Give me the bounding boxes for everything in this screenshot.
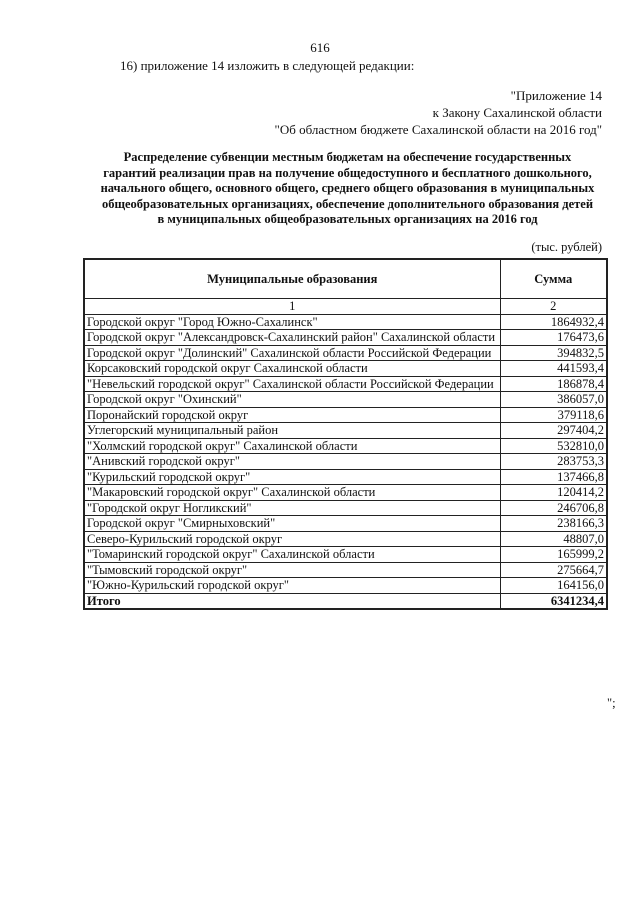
appendix-line: к Закону Сахалинской области [432,105,602,120]
table-header-row [84,259,607,299]
table-row [84,438,607,454]
header-municipality: Муниципальные образования [84,259,500,299]
municipality-name: "Холмский городской округ" Сахалинской области [84,438,500,454]
column-number: 2 [500,299,607,315]
closing-quote: "; [607,696,616,710]
table-row [84,376,607,392]
municipality-name: Городской округ "Город Южно-Сахалинск" [84,314,500,330]
sum-value: 532810,0 [500,438,607,454]
municipality-name: Корсаковский городской округ Сахалинской области [84,361,500,377]
municipality-name: "Городской округ Ногликский" [84,500,500,516]
appendix-line: "Приложение 14 [510,88,602,103]
page-number: 616 [310,40,330,55]
municipality-name: "Анивский городской округ" [84,454,500,470]
municipality-name: Городской округ "Александровск-Сахалинский район" Сахалинской области [84,330,500,346]
table-row [84,469,607,485]
header-sum: Сумма [500,259,607,299]
sum-value: 283753,3 [500,454,607,470]
sum-value: 275664,7 [500,562,607,578]
intro-text: 16) приложение 14 изложить в следующей редакции: [120,58,415,73]
table-row [84,423,607,439]
sum-value: 120414,2 [500,485,607,501]
appendix-reference [275,87,602,138]
sum-value: 48807,0 [500,531,607,547]
municipality-name: "Тымовский городской округ" [84,562,500,578]
municipality-name: "Макаровский городской округ" Сахалинской области [84,485,500,501]
total-label: Итого [84,593,500,609]
column-number-row [84,299,607,315]
title-line: начального общего, основного общего, среднего общего образования в муниципальных [100,181,595,195]
total-sum: 6341234,4 [500,593,607,609]
title-line: общеобразовательных организациях, обеспечение дополнительного образования детей [101,196,594,211]
table-row [84,500,607,516]
sum-value: 164156,0 [500,578,607,594]
document-title [85,150,610,228]
sum-value: 165999,2 [500,547,607,563]
table-row [84,578,607,594]
municipality-name: Городской округ "Смирныховский" [84,516,500,532]
subvention-table [83,258,608,610]
table-row [84,361,607,377]
table-row [84,547,607,563]
title-line: Распределение субвенции местным бюджетам на обеспечение государственных [123,150,572,164]
sum-value: 137466,8 [500,469,607,485]
table-row [84,392,607,408]
table-row [84,454,607,470]
municipality-name: "Южно-Курильский городской округ" [84,578,500,594]
municipality-name: Городской округ "Охинский" [84,392,500,408]
sum-value: 238166,3 [500,516,607,532]
sum-value: 394832,5 [500,345,607,361]
municipality-name: Углегорский муниципальный район [84,423,500,439]
unit-label: (тыс. рублей) [531,240,602,254]
title-line: в муниципальных общеобразовательных организациях на 2016 год [157,212,538,226]
table-row [84,345,607,361]
table-row [84,314,607,330]
municipality-name: Городской округ "Долинский" Сахалинской области Российской Федерации [84,345,500,361]
table-row [84,562,607,578]
appendix-line: "Об областном бюджете Сахалинской области на 2016 год" [274,122,602,137]
table-row [84,531,607,547]
sum-value: 386057,0 [500,392,607,408]
table-row [84,485,607,501]
municipality-name: "Курильский городской округ" [84,469,500,485]
sum-value: 1864932,4 [500,314,607,330]
table-row [84,516,607,532]
table-row [84,407,607,423]
sum-value: 246706,8 [500,500,607,516]
sum-value: 441593,4 [500,361,607,377]
sum-value: 297404,2 [500,423,607,439]
total-row [84,593,607,609]
title-line: гарантий реализации прав на получение общедоступного и бесплатного дошкольного, [103,165,592,180]
sum-value: 176473,6 [500,330,607,346]
sum-value: 379118,6 [500,407,607,423]
sum-value: 186878,4 [500,376,607,392]
column-number: 1 [84,299,500,315]
municipality-name: "Невельский городской округ" Сахалинской области Российской Федерации [84,376,500,392]
table-row [84,330,607,346]
municipality-name: Поронайский городской округ [84,407,500,423]
municipality-name: Северо-Курильский городской округ [84,531,500,547]
municipality-name: "Томаринский городской округ" Сахалинской области [84,547,500,563]
